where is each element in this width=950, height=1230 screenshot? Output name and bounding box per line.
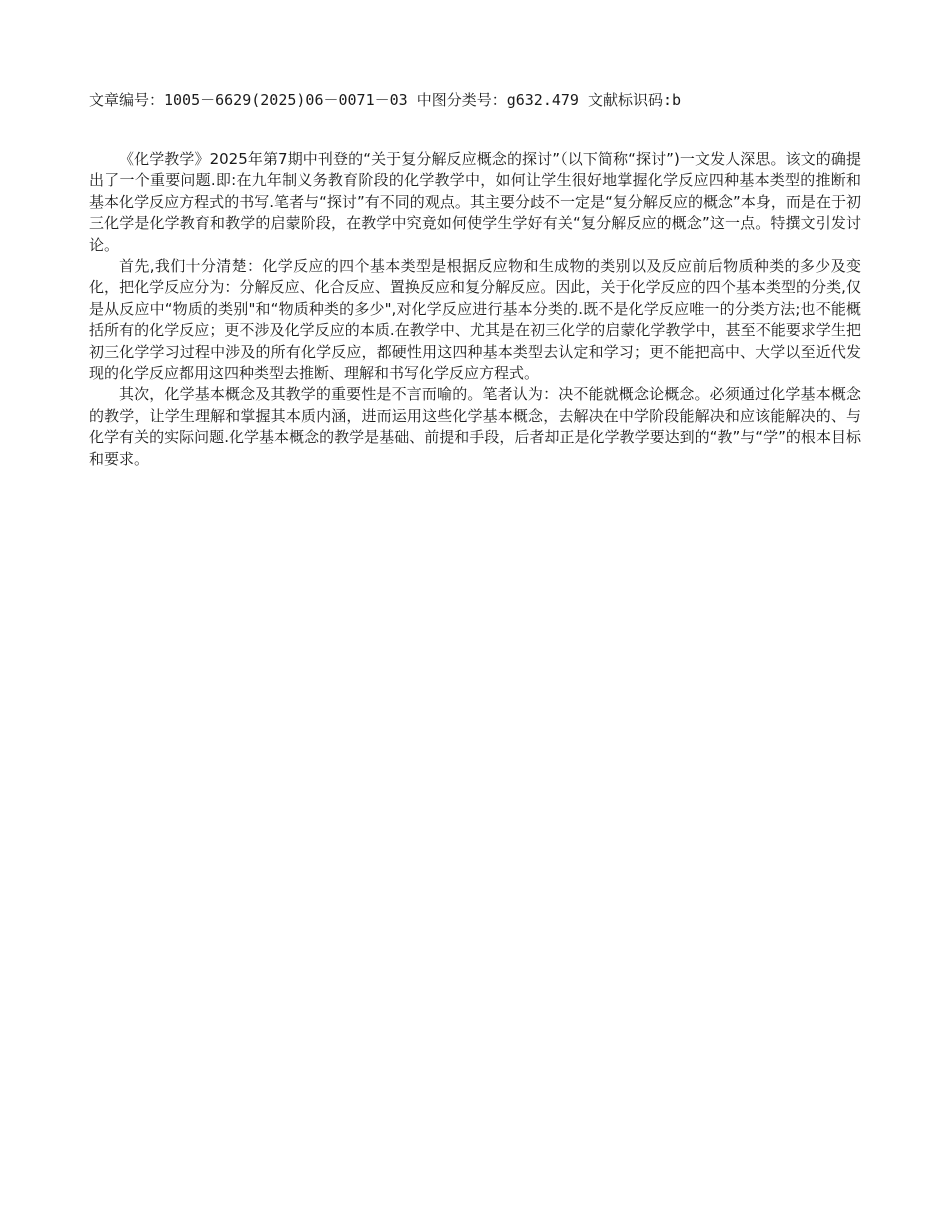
paragraph-intro: 《化学教学》2025年第7期中刊登的“关于复分解反应概念的探讨”（以下简称“探讨”)一文发人深思。该文的确提出了一个重要问题.即:在九年制义务教育阶段的化学教学中，如何让学生很好地掌握化学反应四种基本类型的推断和基本化学反应方程式的书写.笔者与“探讨”有不同的观点。其主要分歧不一定是“复分解反应的概念”本身，而是在于初三化学是化学教育和教学的启蒙阶段，在教学中究竟如何使学生学好有关“复分解反应的概念”这一点。特撰文引发讨论。 xyxy=(89,150,861,254)
paragraph-first-point: 首先,我们十分清楚：化学反应的四个基本类型是根据反应物和生成物的类别以及反应前后物质种类的多少及变化，把化学反应分为：分解反应、化合反应、置换反应和复分解反应。因此，关于化学反应的四个基本类型的分类,仅是从反应中“物质的类别"和“物质种类的多少",对化学反应进行基本分类的.既不是化学反应唯一的分类方法;也不能概括所有的化学反应；更不涉及化学反应的本质.在教学中、尤其是在初三化学的启蒙化学教学中，甚至不能要求学生把初三化学学习过程中涉及的所有化学反应，都硬性用这四种基本类型去认定和学习；更不能把高中、大学以至近代发现的化学反应都用这四种类型去推断、理解和书写化学反应方程式。 xyxy=(89,257,861,383)
paragraph-second-point: 其次，化学基本概念及其教学的重要性是不言而喻的。笔者认为：决不能就概念论概念。必须通过化学基本概念的教学，让学生理解和掌握其本质内涵，进而运用这些化学基本概念，去解决在中学阶段能解决和应该能解决的、与化学有关的实际问题.化学基本概念的教学是基础、前提和手段，后者却正是化学教学要达到的“教”与“学”的根本目标和要求。 xyxy=(89,385,861,468)
article-metadata: 文章编号：1005－6629(2025)06－0071－03 中图分类号：g632.479 文献标识码:b xyxy=(89,91,682,109)
article-body xyxy=(89,149,861,470)
